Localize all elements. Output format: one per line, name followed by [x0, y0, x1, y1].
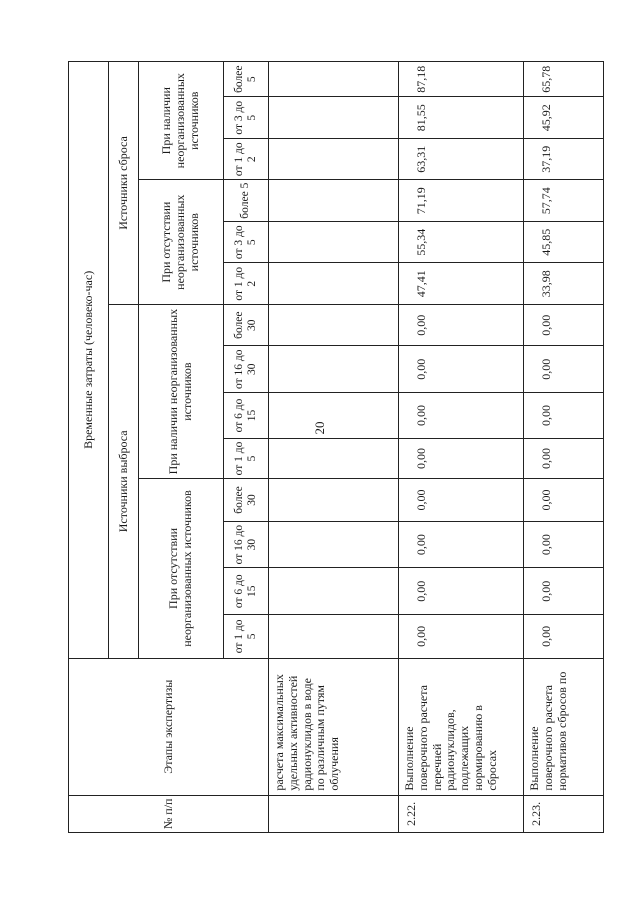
row-value: 0,00 [399, 438, 524, 478]
row-value [269, 138, 399, 180]
rotated-table-container [68, 61, 603, 833]
row-value [269, 97, 399, 139]
row-number: 2.23. [524, 795, 604, 832]
row-number: 2.22. [399, 795, 524, 832]
row-stage: Выполнение поверочного расчета перечней радионуклидов, подлежащих нормированию в сбросах [399, 658, 524, 795]
page-number: 20 [312, 421, 327, 435]
row-value: 0,00 [524, 479, 604, 522]
time-costs-table [68, 61, 604, 833]
row-value: 81,55 [399, 97, 524, 139]
row-value: 87,18 [399, 62, 524, 97]
row-stage: расчета максимальных удельных активностей радионуклидов в воде по различным путям облучения [269, 658, 399, 795]
header-em-w-6-15: от 6 до 15 [224, 393, 269, 439]
row-value: 71,19 [399, 180, 524, 222]
header-em-wo-16-30: от 16 до 30 [224, 521, 269, 568]
row-value [269, 521, 399, 568]
row-value [269, 180, 399, 222]
row-value: 37,19 [524, 138, 604, 180]
row-value [269, 479, 399, 522]
header-dis-w-3-5: от 3 до 5 [224, 97, 269, 139]
row-stage: Выполнение поверочного расчета нормативов сбросов по [524, 658, 604, 795]
row-value: 0,00 [399, 393, 524, 439]
header-dis-wo-gt5: более 5 [224, 180, 269, 222]
row-value [269, 615, 399, 659]
header-emission-with-unorg: При наличии неорганизованных источников [139, 304, 224, 478]
header-discharge-with-unorg: При наличии неорганизованных источников [139, 62, 224, 180]
row-value: 63,31 [399, 138, 524, 180]
header-discharge-sources: Источники сброса [109, 62, 139, 305]
row-value [269, 346, 399, 393]
row-value [269, 393, 399, 439]
header-dis-wo-3-5: от 3 до 5 [224, 221, 269, 263]
row-value [269, 221, 399, 263]
header-em-w-16-30: от 16 до 30 [224, 346, 269, 393]
header-em-w-gt30: более 30 [224, 304, 269, 346]
row-value: 0,00 [399, 304, 524, 346]
header-em-w-1-5: от 1 до 5 [224, 438, 269, 478]
row-value: 0,00 [399, 346, 524, 393]
row-value: 65,78 [524, 62, 604, 97]
row-value: 0,00 [524, 346, 604, 393]
row-value: 0,00 [524, 568, 604, 615]
row-value [269, 62, 399, 97]
row-value [269, 438, 399, 478]
row-value: 0,00 [399, 615, 524, 659]
row-value: 0,00 [524, 438, 604, 478]
row-value: 33,98 [524, 263, 604, 305]
header-num: № п/п [69, 795, 269, 832]
row-value: 0,00 [524, 304, 604, 346]
header-em-wo-gt30: более 30 [224, 479, 269, 522]
row-value: 45,92 [524, 97, 604, 139]
row-value [269, 568, 399, 615]
row-value: 47,41 [399, 263, 524, 305]
row-value: 57,74 [524, 180, 604, 222]
row-value: 45,85 [524, 221, 604, 263]
row-value: 55,34 [399, 221, 524, 263]
row-number [269, 795, 399, 832]
table-row [269, 62, 399, 833]
header-dis-wo-1-2: от 1 до 2 [224, 263, 269, 305]
header-row-1 [69, 62, 109, 833]
header-discharge-without-unorg: При отсутствии неорганизованных источников [139, 180, 224, 305]
header-emission-without-unorg: При отсутствии неорганизованных источников [139, 479, 224, 658]
row-value [269, 304, 399, 346]
row-value: 0,00 [399, 521, 524, 568]
header-emission-sources: Источники выброса [109, 304, 139, 658]
header-stage: Этапы экспертизы [69, 658, 269, 795]
header-dis-w-1-2: от 1 до 2 [224, 138, 269, 180]
row-value: 0,00 [399, 568, 524, 615]
row-value: 0,00 [524, 393, 604, 439]
row-value: 0,00 [524, 615, 604, 659]
row-value: 0,00 [399, 479, 524, 522]
row-value [269, 263, 399, 305]
header-em-wo-1-5: от 1 до 5 [224, 615, 269, 659]
header-dis-w-gt5: более 5 [224, 62, 269, 97]
row-value: 0,00 [524, 521, 604, 568]
table-row [399, 62, 524, 833]
table-row [524, 62, 604, 833]
header-time-costs: Временные затраты (человеко-час) [69, 62, 109, 659]
header-em-wo-6-15: от 6 до 15 [224, 568, 269, 615]
